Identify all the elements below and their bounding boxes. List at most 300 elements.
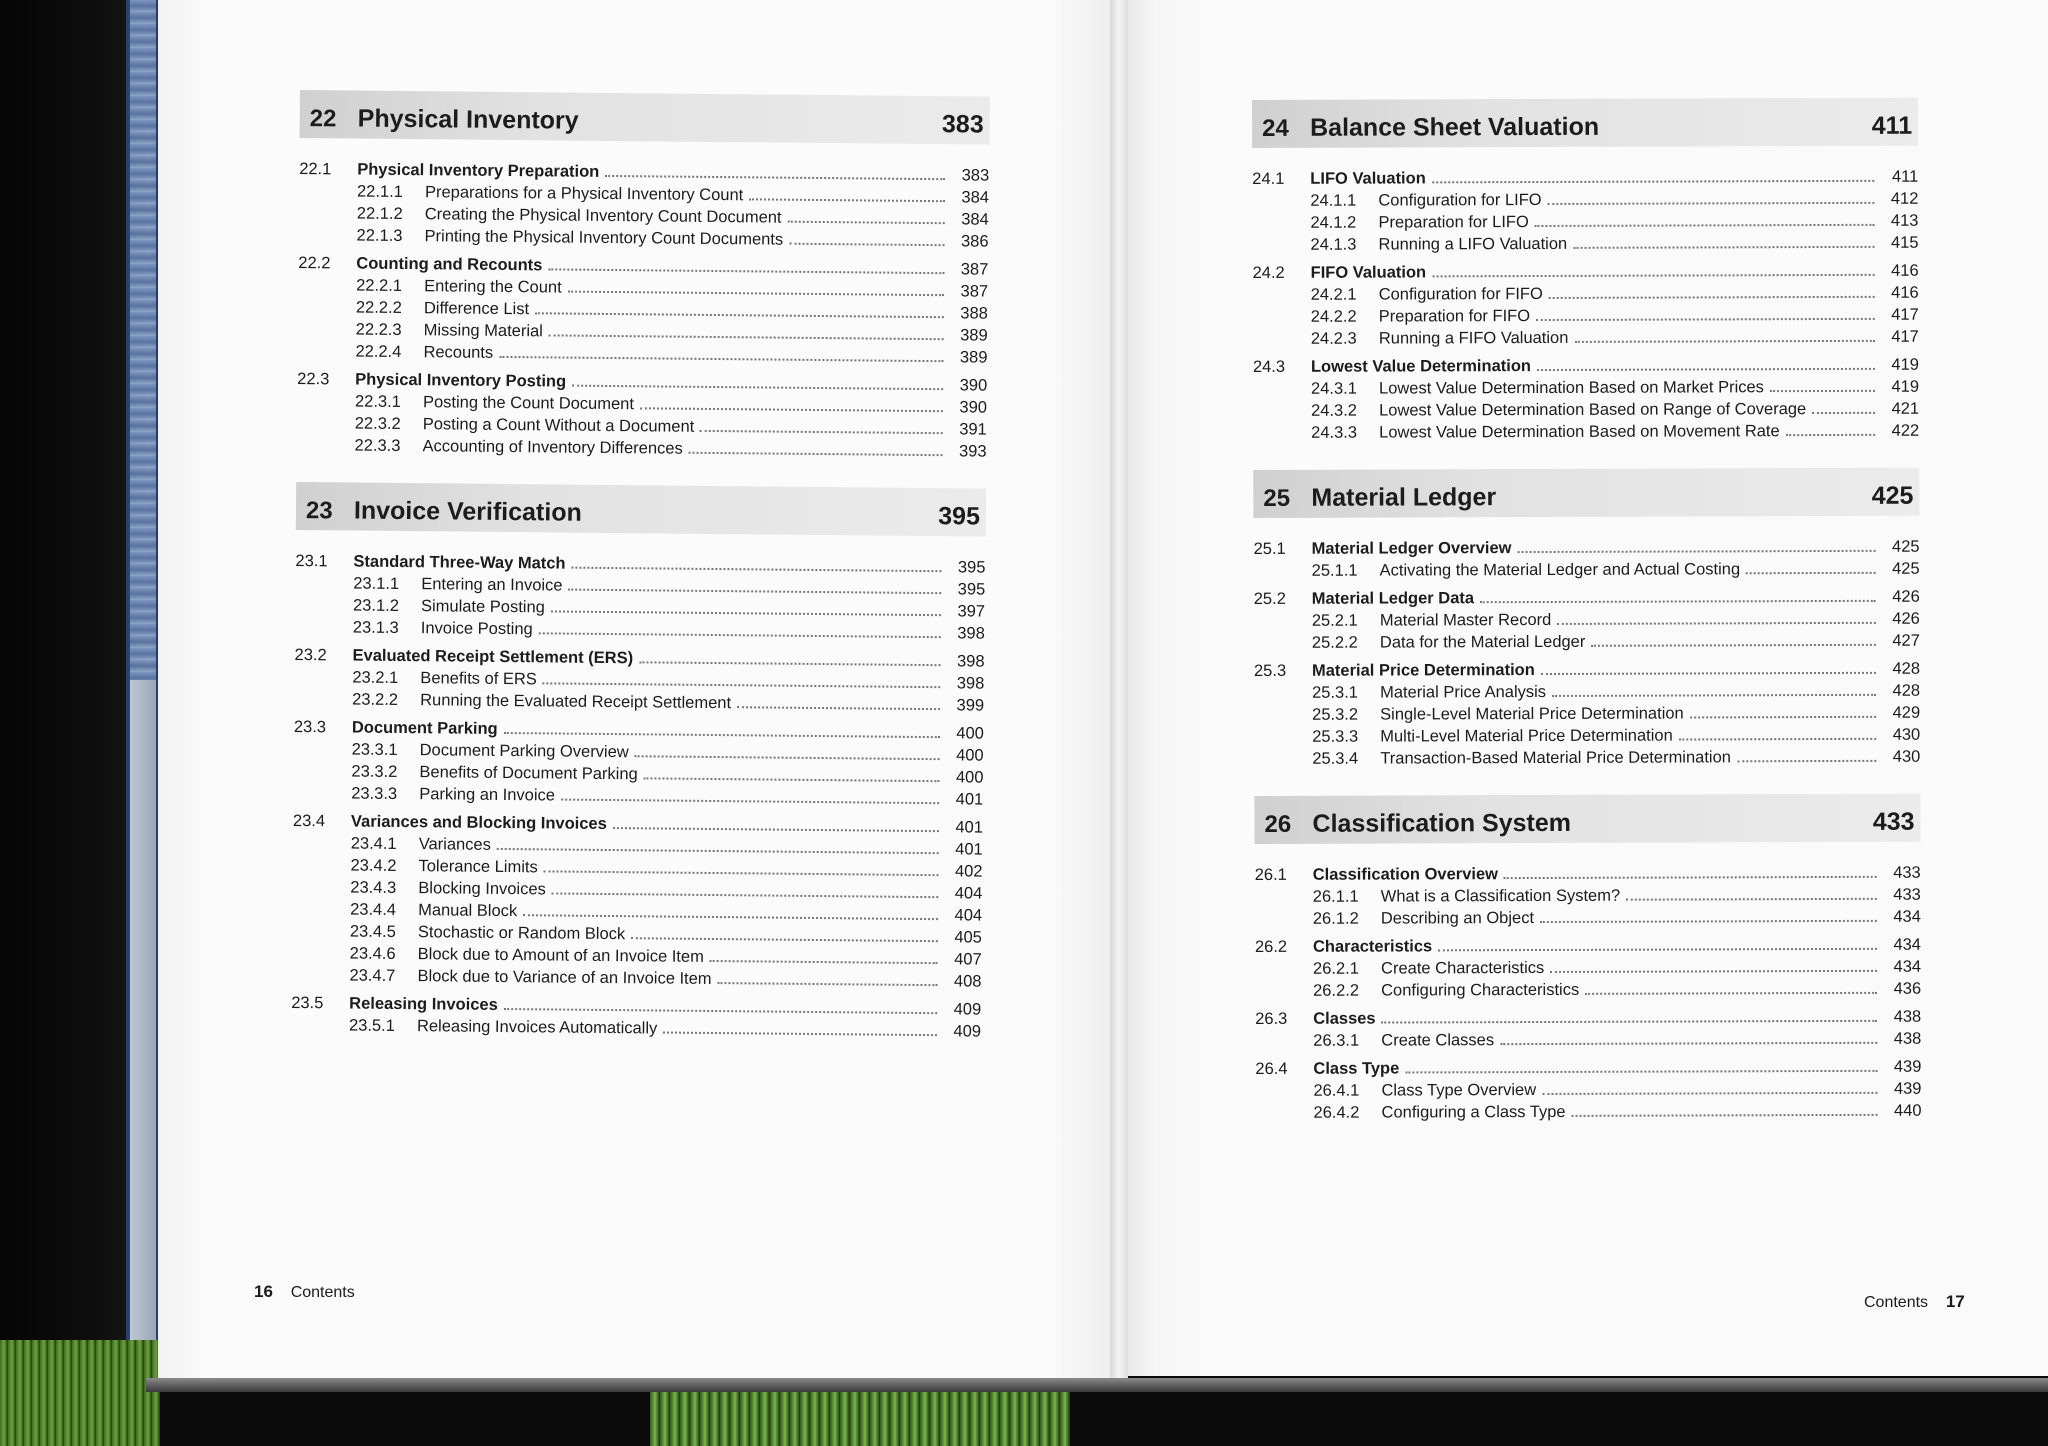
entry-number: 23.4.7 xyxy=(349,966,396,985)
chapter-page: 383 xyxy=(941,110,984,139)
chapter-heading xyxy=(296,482,986,537)
dot-leader xyxy=(499,342,943,362)
entry-page: 419 xyxy=(1891,377,1920,396)
entry-number: 26.1.1 xyxy=(1312,887,1359,906)
dot-leader xyxy=(1574,326,1874,343)
entry-title: Missing Material xyxy=(423,321,543,341)
entry-page: 400 xyxy=(956,724,984,743)
entry-page: 429 xyxy=(1892,703,1921,722)
entry-title: Blocking Invoices xyxy=(418,879,546,899)
entry-page: 411 xyxy=(1891,167,1919,186)
entry-number: 23.2.2 xyxy=(352,690,399,709)
entry-title: Accounting of Inventory Differences xyxy=(422,437,683,458)
entry-number: 24.3.2 xyxy=(1311,401,1357,420)
subsection-entry-24-1-1 xyxy=(1252,188,1918,212)
chapter-title: Invoice Verification xyxy=(353,496,582,527)
entry-number: 22.2 xyxy=(298,253,331,273)
dot-leader xyxy=(640,393,943,412)
subsection-entry-24-2-3 xyxy=(1253,326,1919,350)
entry-number: 24.3.3 xyxy=(1311,423,1358,442)
chapter-page: 411 xyxy=(1871,111,1913,140)
entry-page: 434 xyxy=(1893,907,1921,926)
cover-stripe xyxy=(130,0,156,680)
entry-number: 23.1.3 xyxy=(352,618,399,637)
chapter-title: Balance Sheet Valuation xyxy=(1310,112,1600,142)
entry-page: 386 xyxy=(960,232,989,251)
entry-title: Create Classes xyxy=(1381,1031,1495,1050)
entry-number: 23.2 xyxy=(294,645,327,665)
entry-page: 433 xyxy=(1893,863,1921,882)
entry-page: 430 xyxy=(1892,747,1921,766)
entry-title: Material Price Determination xyxy=(1311,661,1535,680)
entry-number: 23.4.1 xyxy=(350,834,397,853)
entry-page: 408 xyxy=(953,972,982,991)
entry-page: 438 xyxy=(1893,1029,1922,1048)
dot-leader xyxy=(788,207,945,225)
entry-page: 439 xyxy=(1893,1079,1922,1098)
chapter-page: 395 xyxy=(938,502,981,531)
dot-leader xyxy=(631,923,938,942)
subsection-entry-24-1-3 xyxy=(1252,232,1918,256)
entry-page: 389 xyxy=(960,326,988,345)
chapter-heading xyxy=(1252,98,1918,148)
dot-leader xyxy=(552,878,939,898)
dot-leader xyxy=(1540,906,1877,923)
entry-number: 26.2.1 xyxy=(1313,959,1359,978)
dot-leader xyxy=(1535,210,1875,227)
entry-title: Benefits of ERS xyxy=(420,669,537,689)
entry-page: 389 xyxy=(959,348,988,367)
dot-leader xyxy=(544,856,939,876)
entry-number: 23.1.2 xyxy=(352,596,400,615)
dot-leader xyxy=(1679,724,1877,741)
entry-title: Invoice Posting xyxy=(420,619,533,639)
dot-leader xyxy=(1591,630,1876,647)
entry-title: Lowest Value Determination Based on Market Prices xyxy=(1378,378,1764,398)
entry-number: 23.1 xyxy=(295,551,328,571)
entry-number: 25.3.1 xyxy=(1312,683,1358,702)
left-running-head: Contents xyxy=(290,1284,355,1301)
entry-number: 26.3 xyxy=(1255,1009,1288,1028)
subsection-entry-25-3-4 xyxy=(1254,746,1920,770)
entry-page: 439 xyxy=(1893,1057,1922,1076)
subsection-entry-25-2-2 xyxy=(1254,630,1920,654)
entry-page: 390 xyxy=(959,398,988,417)
entry-number: 23.3.1 xyxy=(351,740,398,759)
dot-leader xyxy=(561,785,939,805)
subsection-entry-25-1-1 xyxy=(1254,558,1920,582)
entry-title: Difference List xyxy=(423,299,530,319)
left-page-toc xyxy=(291,90,990,1069)
chapter-22 xyxy=(296,90,989,463)
entry-number: 25.2.2 xyxy=(1311,633,1358,652)
subsection-entry-26-3-1 xyxy=(1255,1028,1921,1052)
dot-leader xyxy=(1541,658,1876,675)
entry-number: 24.1.2 xyxy=(1310,213,1357,232)
entry-number: 25.3.3 xyxy=(1312,727,1359,746)
entry-title: Activating the Material Ledger and Actual Costing xyxy=(1379,560,1741,580)
dot-leader xyxy=(737,692,940,710)
dot-leader xyxy=(710,946,938,964)
subsection-entry-24-3-1 xyxy=(1253,376,1919,400)
chapter-page: 425 xyxy=(1871,481,1914,510)
dot-leader xyxy=(568,277,945,297)
dot-leader xyxy=(1542,1078,1877,1095)
entry-number: 23.4.5 xyxy=(349,922,396,941)
subsection-entry-26-2-1 xyxy=(1255,956,1921,980)
entry-page: 398 xyxy=(957,624,985,643)
entry-number: 22.3.1 xyxy=(354,392,401,411)
subsection-entry-26-1-1 xyxy=(1255,884,1921,908)
dot-leader xyxy=(1405,1056,1877,1074)
section-entry-24-2 xyxy=(1253,260,1919,284)
entry-number: 25.2 xyxy=(1253,589,1286,608)
subsection-entry-25-3-3 xyxy=(1254,724,1920,748)
entry-title: Variances xyxy=(418,835,492,854)
entry-page: 438 xyxy=(1893,1007,1922,1026)
subsection-entry-26-2-2 xyxy=(1255,978,1921,1002)
entry-title: Benefits of Document Parking xyxy=(419,763,638,784)
entry-page: 398 xyxy=(956,652,985,671)
dot-leader xyxy=(689,438,943,456)
right-page-number: 17 xyxy=(1945,1292,1965,1311)
entry-page: 407 xyxy=(954,950,982,969)
entry-number: 23.4.2 xyxy=(350,856,397,875)
chapter-number: 26 xyxy=(1264,810,1292,838)
dot-leader xyxy=(539,618,941,638)
dot-leader xyxy=(1550,956,1877,973)
entry-number: 22.3 xyxy=(297,369,330,389)
entry-number: 22.3.3 xyxy=(354,436,401,455)
dot-leader xyxy=(1552,680,1876,697)
entry-number: 26.2.2 xyxy=(1313,981,1360,1000)
section-entry-24-3 xyxy=(1253,354,1919,378)
entry-page: 393 xyxy=(958,442,987,461)
entry-title: Running a LIFO Valuation xyxy=(1378,234,1568,254)
chapter-page: 433 xyxy=(1872,807,1915,836)
entry-page: 427 xyxy=(1892,631,1920,650)
entry-number: 25.1.1 xyxy=(1311,561,1358,580)
entry-page: 434 xyxy=(1893,935,1921,954)
entry-number: 22.1.1 xyxy=(356,182,403,201)
dot-leader xyxy=(1536,304,1875,321)
entry-number: 22.1.3 xyxy=(356,226,403,245)
dot-leader xyxy=(605,161,945,180)
dot-leader xyxy=(639,647,941,666)
entry-title: Preparations for a Physical Inventory Count xyxy=(424,183,744,205)
subsection-entry-24-3-3 xyxy=(1253,420,1919,444)
chapter-heading xyxy=(1254,794,1920,844)
dot-leader xyxy=(572,371,943,391)
entry-page: 401 xyxy=(955,818,984,837)
entry-title: Recounts xyxy=(423,343,494,362)
chapter-number: 22 xyxy=(309,105,337,133)
entry-title: Entering an Invoice xyxy=(421,575,563,595)
entry-title: FIFO Valuation xyxy=(1310,263,1427,282)
entry-number: 24.1.1 xyxy=(1310,191,1357,210)
subsection-entry-26-4-2 xyxy=(1255,1100,1921,1124)
entry-page: 405 xyxy=(954,928,982,947)
dot-leader xyxy=(543,668,941,688)
right-page-footer xyxy=(1864,1292,1965,1312)
entry-number: 24.3.1 xyxy=(1310,379,1357,398)
entry-title: Entering the Count xyxy=(424,277,562,297)
entry-title: Data for the Material Ledger xyxy=(1379,632,1586,652)
entry-title: Variances and Blocking Invoices xyxy=(350,812,607,833)
entry-page: 440 xyxy=(1893,1101,1922,1120)
entry-page: 430 xyxy=(1892,725,1921,744)
entry-number: 24.1.3 xyxy=(1310,235,1357,254)
book-gutter xyxy=(1110,0,1128,1380)
entry-number: 24.2 xyxy=(1252,263,1285,282)
entry-title: Manual Block xyxy=(418,901,518,921)
left-page-number: 16 xyxy=(254,1282,273,1301)
chapter-heading xyxy=(1253,468,1919,518)
entry-page: 390 xyxy=(959,376,988,395)
subsection-entry-26-4-1 xyxy=(1255,1078,1921,1102)
entry-page: 400 xyxy=(956,746,984,765)
entry-number: 25.2.1 xyxy=(1311,611,1358,630)
entry-page: 426 xyxy=(1892,587,1920,606)
entry-title: Multi-Level Material Price Determination xyxy=(1380,726,1673,746)
entry-page: 428 xyxy=(1892,681,1921,700)
entry-page: 426 xyxy=(1892,609,1920,628)
entry-page: 384 xyxy=(961,188,990,207)
entry-page: 422 xyxy=(1891,421,1920,440)
entry-page: 384 xyxy=(961,210,989,229)
entry-page: 416 xyxy=(1891,261,1919,280)
entry-number: 24.2.1 xyxy=(1310,285,1357,304)
entry-page: 425 xyxy=(1892,559,1920,578)
entry-title: Posting a Count Without a Document xyxy=(422,415,695,436)
entry-title: Classes xyxy=(1313,1009,1376,1028)
dot-leader xyxy=(1786,420,1876,436)
dot-leader xyxy=(523,900,938,920)
entry-page: 415 xyxy=(1890,233,1919,252)
entry-number: 22.2.2 xyxy=(355,298,402,317)
entry-title: Preparation for LIFO xyxy=(1378,213,1529,232)
entry-title: Running a FIFO Valuation xyxy=(1378,328,1569,348)
chapter-title: Material Ledger xyxy=(1311,483,1497,512)
entry-page: 404 xyxy=(954,884,983,903)
chapter-26 xyxy=(1254,794,1921,1124)
entry-title: Physical Inventory Preparation xyxy=(357,160,600,181)
dot-leader xyxy=(504,718,940,738)
entry-number: 23.4.6 xyxy=(349,944,396,963)
dot-leader xyxy=(1537,354,1875,371)
entry-page: 409 xyxy=(953,1022,982,1041)
entry-title: Posting the Count Document xyxy=(422,393,635,414)
entry-page: 387 xyxy=(960,260,989,279)
entry-page: 399 xyxy=(956,696,985,715)
dot-leader xyxy=(1770,376,1875,392)
dot-leader xyxy=(1382,1006,1878,1024)
entry-title: Describing an Object xyxy=(1380,909,1535,928)
entry-number: 24.2.3 xyxy=(1310,329,1357,348)
entry-page: 391 xyxy=(959,420,987,439)
chapter-25 xyxy=(1253,468,1920,770)
dot-leader xyxy=(613,813,939,832)
dot-leader xyxy=(1548,188,1875,205)
entry-page: 417 xyxy=(1891,305,1919,324)
chapter-24 xyxy=(1252,98,1919,444)
subsection-entry-24-2-1 xyxy=(1253,282,1919,306)
dot-leader xyxy=(572,553,942,573)
section-entry-25-3 xyxy=(1254,658,1920,682)
entry-number: 23.4 xyxy=(292,811,326,831)
entry-number: 22.1 xyxy=(299,159,332,179)
chapter-number: 24 xyxy=(1262,114,1289,142)
dot-leader xyxy=(497,834,939,854)
entry-title: Printing the Physical Inventory Count Documents xyxy=(424,227,784,249)
entry-page: 383 xyxy=(961,166,990,185)
entry-page: 395 xyxy=(957,580,986,599)
dot-leader xyxy=(663,1018,937,1037)
dot-leader xyxy=(1504,862,1877,879)
dot-leader xyxy=(548,254,944,274)
entry-title: LIFO Valuation xyxy=(1310,169,1426,188)
cover-stripe-lower xyxy=(130,680,156,1390)
chapter-heading xyxy=(300,90,990,145)
dot-leader xyxy=(568,575,941,595)
entry-number: 25.3.2 xyxy=(1312,705,1359,724)
entry-number: 23.3.3 xyxy=(351,784,398,803)
dot-leader xyxy=(1737,746,1876,762)
entry-title: Simulate Posting xyxy=(420,597,545,617)
entry-title: Physical Inventory Posting xyxy=(355,370,567,391)
entry-title: Lowest Value Determination Based on Range of Coverage xyxy=(1379,400,1807,420)
entry-title: Create Characteristics xyxy=(1381,958,1545,978)
entry-number: 22.3.2 xyxy=(354,414,401,433)
subsection-entry-24-1-2 xyxy=(1252,210,1918,234)
entry-title: Single-Level Material Price Determination xyxy=(1380,704,1684,724)
entry-page: 404 xyxy=(954,906,983,925)
dot-leader xyxy=(1432,260,1875,278)
background-foliage-left xyxy=(0,1340,160,1446)
left-page-footer xyxy=(254,1282,355,1302)
dot-leader xyxy=(504,994,938,1014)
entry-page: 428 xyxy=(1892,659,1921,678)
entry-number: 25.1 xyxy=(1253,539,1286,558)
entry-title: Releasing Invoices xyxy=(349,994,498,1014)
entry-title: Parking an Invoice xyxy=(419,785,556,805)
entry-number: 26.1 xyxy=(1254,865,1287,884)
entry-title: Tolerance Limits xyxy=(418,857,538,877)
entry-title: Classification Overview xyxy=(1312,865,1498,884)
dot-leader xyxy=(1690,702,1876,719)
entry-title: Document Parking xyxy=(351,718,498,738)
entry-page: 425 xyxy=(1892,537,1920,556)
entry-number: 23.3 xyxy=(293,717,327,737)
entry-number: 22.2.3 xyxy=(355,320,402,339)
entry-number: 26.4 xyxy=(1255,1059,1288,1078)
entry-page: 413 xyxy=(1890,211,1919,230)
entry-page: 401 xyxy=(955,840,983,859)
entry-page: 421 xyxy=(1891,399,1920,418)
dot-leader xyxy=(1480,586,1876,603)
entry-title: Material Ledger Data xyxy=(1311,589,1475,608)
entry-title: Stochastic or Random Block xyxy=(417,923,626,944)
dot-leader xyxy=(1517,536,1875,553)
dot-leader xyxy=(1585,978,1877,995)
entry-page: 395 xyxy=(957,558,986,577)
entry-number: 23.5 xyxy=(291,993,324,1013)
dot-leader xyxy=(549,320,944,340)
entry-title: Block due to Variance of an Invoice Item xyxy=(417,967,712,988)
chapter-title: Physical Inventory xyxy=(357,104,579,135)
entry-number: 26.4.2 xyxy=(1313,1103,1360,1122)
entry-number: 23.1.1 xyxy=(353,574,400,593)
entry-page: 400 xyxy=(955,768,984,787)
entry-page: 436 xyxy=(1893,979,1922,998)
entry-number: 23.3.2 xyxy=(351,762,398,781)
subsection-entry-24-2-2 xyxy=(1253,304,1919,328)
subsection-entry-24-3-2 xyxy=(1253,398,1919,422)
section-entry-25-2 xyxy=(1254,586,1920,610)
entry-title: Configuring Characteristics xyxy=(1381,980,1580,1000)
entry-page: 434 xyxy=(1893,957,1922,976)
dot-leader xyxy=(1812,398,1875,414)
entry-number: 24.2.2 xyxy=(1310,307,1357,326)
entry-page: 433 xyxy=(1893,885,1921,904)
entry-number: 26.3.1 xyxy=(1313,1031,1360,1050)
subsection-entry-25-2-1 xyxy=(1254,608,1920,632)
chapter-title: Classification System xyxy=(1312,808,1572,838)
entry-title: Block due to Amount of an Invoice Item xyxy=(417,945,704,966)
entry-title: Material Ledger Overview xyxy=(1311,539,1512,558)
dot-leader xyxy=(718,968,938,986)
dot-leader xyxy=(1432,166,1875,184)
section-entry-24-1 xyxy=(1252,166,1918,190)
dot-leader xyxy=(700,416,943,434)
dot-leader xyxy=(789,229,945,246)
chapter-23 xyxy=(291,482,986,1043)
entry-title: Releasing Invoices Automatically xyxy=(416,1017,658,1038)
entry-page: 397 xyxy=(957,602,986,621)
entry-title: Configuration for LIFO xyxy=(1378,190,1542,210)
entry-title: Creating the Physical Inventory Count Document xyxy=(424,205,782,227)
entry-number: 23.4.3 xyxy=(350,878,397,897)
entry-number: 26.4.1 xyxy=(1313,1081,1360,1100)
entry-title: Characteristics xyxy=(1312,937,1433,956)
entry-number: 23.2.1 xyxy=(352,668,399,687)
entry-number: 24.3 xyxy=(1252,357,1286,376)
subsection-entry-25-3-1 xyxy=(1254,680,1920,704)
right-running-head: Contents xyxy=(1864,1294,1929,1311)
section-entry-26-4 xyxy=(1255,1056,1921,1080)
entry-page: 412 xyxy=(1890,189,1919,208)
entry-page: 417 xyxy=(1891,327,1919,346)
entry-title: Counting and Recounts xyxy=(356,254,543,275)
dot-leader xyxy=(535,298,944,318)
entry-title: Evaluated Receipt Settlement (ERS) xyxy=(352,646,634,668)
entry-title: Document Parking Overview xyxy=(419,741,629,762)
entry-title: Running the Evaluated Receipt Settlement xyxy=(420,691,732,713)
dot-leader xyxy=(1500,1028,1877,1045)
entry-title: Configuring a Class Type xyxy=(1381,1102,1566,1122)
entry-number: 23.5.1 xyxy=(348,1016,395,1035)
dot-leader xyxy=(1438,934,1877,952)
dot-leader xyxy=(1572,1100,1878,1117)
entry-number: 25.3.4 xyxy=(1312,749,1359,768)
dot-leader xyxy=(1549,282,1875,299)
entry-page: 419 xyxy=(1891,355,1919,374)
entry-title: Transaction-Based Material Price Determination xyxy=(1380,748,1731,768)
entry-page: 401 xyxy=(955,790,984,809)
section-entry-26-1 xyxy=(1255,862,1921,886)
chapter-number: 25 xyxy=(1263,484,1291,512)
subsection-entry-26-1-2 xyxy=(1255,906,1921,930)
